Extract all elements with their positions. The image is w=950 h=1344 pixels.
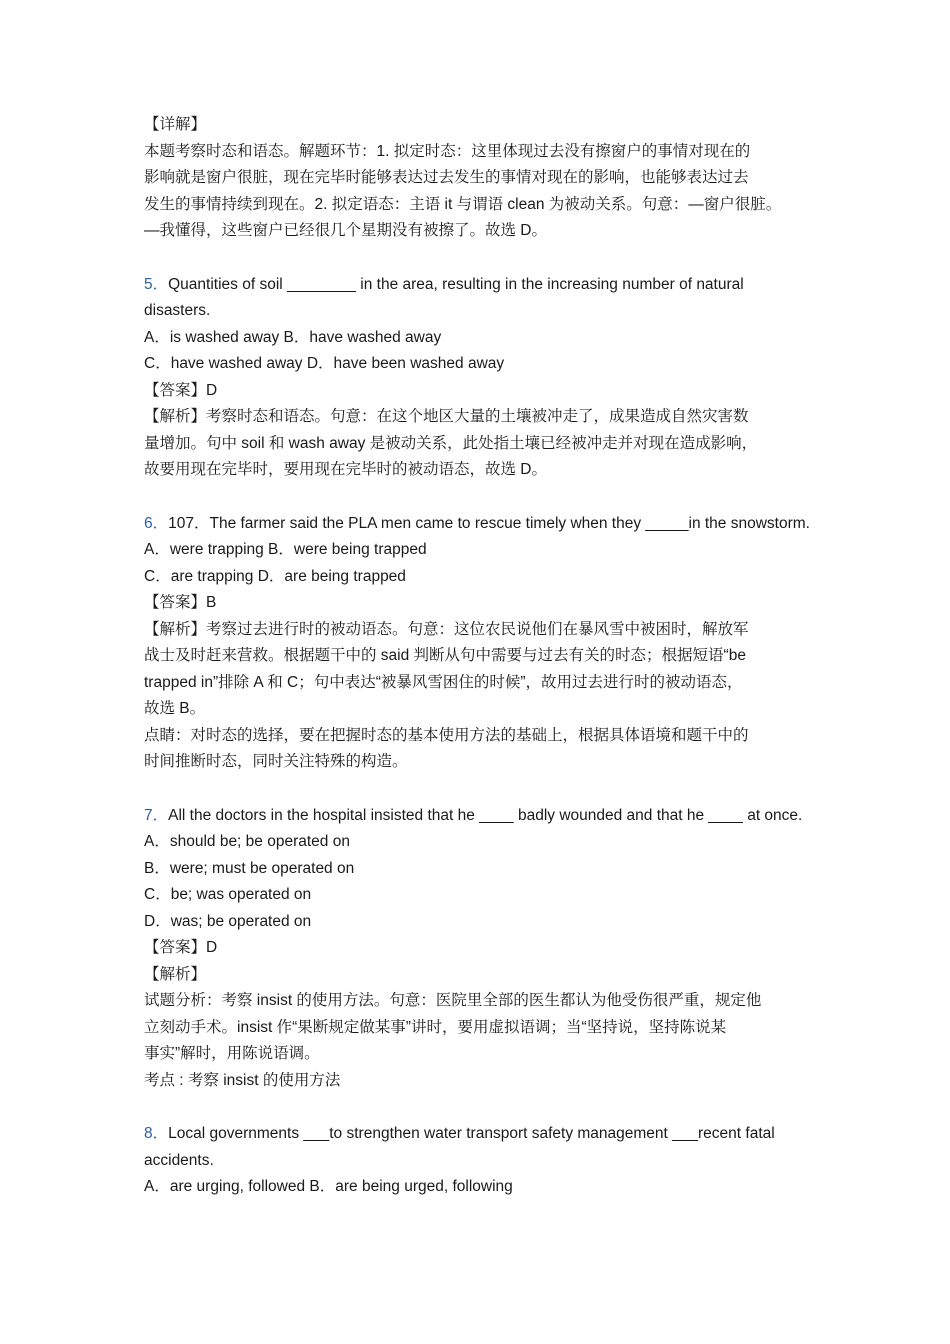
question-6-analysis: trapped in”排除 A 和 C；句中表达“被暴风雪困住的时候”，故用过去进行时的被动语态，	[144, 673, 743, 691]
question-7-analysis: 【解析】	[144, 965, 207, 983]
question-7-answer: 【答案】D	[144, 939, 218, 956]
question-8-options: A．are urging, followed B．are being urged, following	[144, 1178, 513, 1195]
question-6-stem: 6．107．The farmer said the PLA men came to rescue timely when they _____in the snowstorm.	[144, 514, 810, 532]
question-number: 5．	[144, 275, 169, 293]
question-6-analysis: 故选 B。	[144, 700, 206, 717]
question-7-option-d: D．was; be operated on	[144, 912, 312, 930]
question-number: 7．	[144, 806, 169, 824]
question-6-note: 时间推断时态，同时关注特殊的构造。	[144, 753, 408, 770]
explanation-line: 发生的事情持续到现在。2. 拟定语态：主语 it 与谓语 clean 为被动关系。句意：—窗户很脏。	[144, 195, 782, 213]
explanation-line: 影响就是窗户很脏，现在完毕时能够表达过去发生的事情对现在的影响，也能够表达过去	[144, 169, 749, 186]
explanation-line: —我懂得，这些窗户已经很几个星期没有被擦了。故选 D。	[144, 222, 548, 239]
question-5-stem-cont: disasters.	[144, 302, 211, 319]
explanation-line: 本题考察时态和语态。解题环节：1. 拟定时态：这里体现过去没有擦窗户的事情对现在的	[144, 142, 751, 160]
question-7-analysis: 试题分析：考察 insist 的使用方法。句意：医院里全部的医生都认为他受伤很严重，规定他	[144, 992, 762, 1009]
question-5-answer: 【答案】D	[144, 381, 218, 399]
question-7-option-b: B．were; must be operated on	[144, 859, 355, 877]
question-5-analysis: 故要用现在完毕时，要用现在完毕时的被动语态，故选 D。	[144, 461, 548, 478]
question-6-options: A．were trapping B．were being trapped	[144, 541, 427, 558]
question-5-stem: 5．Quantities of soil ________ in the area, resulting in the increasing number of natural	[144, 275, 744, 293]
question-5-options: C．have washed away D．have been washed away	[144, 355, 505, 372]
question-7-option-c: C．be; was operated on	[144, 886, 312, 903]
question-number: 8．	[144, 1125, 169, 1142]
question-5-analysis: 量增加。句中 soil 和 wash away 是被动关系，此处指土壤已经被冲走并对现在造成影响，	[144, 434, 758, 452]
question-6-analysis: 【解析】考察过去进行时的被动语态。句意：这位农民说他们在暴风雪中被困时，解放军	[144, 620, 749, 638]
question-7-topic: 考点 : 考察 insist 的使用方法	[144, 1071, 341, 1089]
question-6-options: C．are trapping D．are being trapped	[144, 567, 406, 585]
document-page	[144, 112, 824, 1201]
question-7-analysis: 事实”解时，用陈说语调。	[144, 1045, 320, 1062]
question-7-stem: 7．All the doctors in the hospital insisted that he ____ badly wounded and that he ____ at once.	[144, 806, 803, 824]
question-8-stem: 8．Local governments ___to strengthen water transport safety management ___recent fatal	[144, 1125, 775, 1142]
question-5-analysis: 【解析】考察时态和语态。句意：在这个地区大量的土壤被冲走了，成果造成自然灾害数	[144, 408, 749, 425]
question-8-stem-cont: accidents.	[144, 1151, 214, 1169]
question-number: 6．	[144, 514, 169, 532]
question-7-analysis: 立刻动手术。insist 作“果断规定做某事”讲时，要用虚拟语调；当“坚持说，坚持陈说某	[144, 1018, 727, 1036]
explanation-heading: 【详解】	[144, 116, 207, 133]
question-6-answer: 【答案】B	[144, 594, 217, 611]
question-7-option-a: A．should be; be operated on	[144, 833, 350, 850]
question-5-options: A．is washed away B．have washed away	[144, 328, 442, 346]
question-6-note: 点睛：对时态的选择，要在把握时态的基本使用方法的基础上，根据具体语境和题干中的	[144, 726, 749, 744]
question-6-analysis: 战士及时赶来营救。根据题干中的 said 判断从句中需要与过去有关的时态；根据短语“be	[144, 647, 746, 664]
